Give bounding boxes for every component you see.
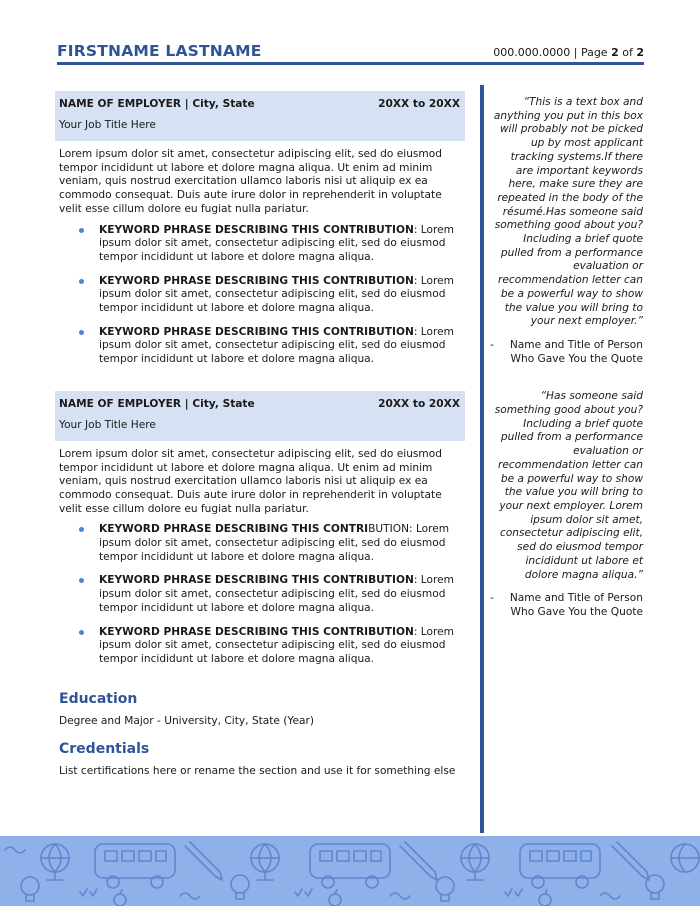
- employer-name: NAME OF EMPLOYER | City, State: [59, 98, 255, 110]
- credentials-text: List certifications here or rename the section and use it for something else: [59, 764, 456, 777]
- contribution-item: KEYWORD PHRASE DESCRIBING THIS CONTRIBUTION: Lorem ipsum dolor sit amet, consectetur adipiscing elit, sed do eiusmod tempor incididunt ut labore et dolore magna aliqua.: [99, 574, 465, 615]
- main-column: [55, 91, 465, 791]
- bus-icon: [310, 844, 390, 888]
- pencil-icon: [185, 842, 222, 880]
- quote-attribution: [490, 339, 643, 366]
- contribution-item: KEYWORD PHRASE DESCRIBING THIS CONTRIBUTION: Lorem ipsum dolor sit amet, consectetur adipiscing elit, sed do eiusmod tempor incididunt ut labore et dolore magna aliqua.: [99, 523, 465, 564]
- sidebar: [490, 96, 643, 644]
- contribution-item: KEYWORD PHRASE DESCRIBING THIS CONTRIBUTION: Lorem ipsum dolor sit amet, consectetur adipiscing elit, sed do eiusmod tempor incididunt ut labore et dolore magna aliqua.: [99, 326, 465, 367]
- job-header-band: [55, 91, 465, 141]
- job-entry-2: [55, 391, 465, 667]
- apple-icon: [539, 890, 551, 906]
- page-of: of: [622, 46, 633, 59]
- job-dates: 20XX to 20XX: [378, 397, 460, 410]
- education-text: Degree and Major - University, City, State (Year): [59, 714, 314, 727]
- globe-icon: [41, 844, 69, 880]
- contribution-item: KEYWORD PHRASE DESCRIBING THIS CONTRIBUTION: Lorem ipsum dolor sit amet, consectetur adipiscing elit, sed do eiusmod tempor incididunt ut labore et dolore magna aliqua.: [99, 626, 465, 667]
- quote-text: “Has someone said something good about you? Including a brief quote pulled from a performance evaluation or recommendation letter can be a powerful way to show the value you will bring to your next employer. Lorem ipsum dolor sit amet, consectetur adipiscing elit, sed do eiusmod tempor incididunt ut labore et dolore magna aliqua.”: [494, 390, 643, 581]
- bus-icon: [95, 844, 175, 888]
- lightbulb-icon: [21, 877, 39, 901]
- decorative-footer: [0, 836, 700, 906]
- header-rule: [57, 62, 644, 65]
- job-title: Your Job Title Here: [59, 119, 156, 131]
- candidate-name: FIRSTNAME LASTNAME: [57, 42, 262, 60]
- page-info: 000.000.0000 | Page 2 of 2: [493, 46, 644, 59]
- employer-name: NAME OF EMPLOYER | City, State: [59, 397, 255, 410]
- bus-icon: [520, 844, 600, 888]
- squiggle-icon: [180, 893, 200, 899]
- squiggle-icon: [390, 893, 410, 899]
- bullet-icon: [79, 578, 84, 583]
- squiggle-icon: [600, 893, 620, 899]
- job-dates: 20XX to 20XX: [378, 98, 460, 110]
- attribution-name: Name and Title of Person Who Gave You the Quote: [509, 592, 643, 618]
- job-description: Lorem ipsum dolor sit amet, consectetur adipiscing elit, sed do eiusmod tempor incididunt ut labore et dolore magna aliqua. Ut enim ad minim veniam, quis nostrud exercitation ullamco laboris nisi ut aliquip ex ea commodo consequat. Duis aute irure dolor in reprehenderit in voluptate velit esse cillum dolore eu fugiat nulla pariatur.: [59, 148, 442, 215]
- lightbulb-icon: [231, 875, 249, 899]
- bullet-icon: [79, 228, 84, 233]
- column-divider: [480, 85, 484, 833]
- job-header-band: [55, 391, 465, 441]
- page-current: 2: [611, 46, 619, 59]
- apple-icon: [329, 890, 341, 906]
- bullet-icon: [79, 630, 84, 635]
- lightbulb-icon: [436, 877, 454, 901]
- contribution-item: KEYWORD PHRASE DESCRIBING THIS CONTRIBUTION: Lorem ipsum dolor sit amet, consectetur adipiscing elit, sed do eiusmod tempor incididunt ut labore et dolore magna aliqua.: [99, 275, 465, 316]
- phone-number: 000.000.0000: [493, 46, 571, 59]
- check-icon: [295, 889, 312, 896]
- globe-icon: [461, 844, 489, 880]
- bullet-icon: [79, 279, 84, 284]
- attribution-dash: -: [490, 592, 494, 605]
- bullet-icon: [79, 330, 84, 335]
- check-icon: [505, 889, 522, 896]
- job-description: Lorem ipsum dolor sit amet, consectetur adipiscing elit, sed do eiusmod tempor incididunt ut labore et dolore magna aliqua. Ut enim ad minim veniam, quis nostrud exercitation ullamco laboris nisi ut aliquip ex ea commodo consequat. Duis aute irure dolor in reprehenderit in voluptate velit esse cillum dolore eu fugiat nulla pariatur.: [59, 447, 442, 515]
- quote-text: “This is a text box and anything you put in this box will probably not be picked up by most applicant tracking systems.If there are important keywords here, make sure they are repeated in the body of the résumé.Has someone said something good about you? Including a brief quote pulled from a performance evaluation or recommendation letter can be a powerful way to show the value you will bring to your next employer.”: [493, 96, 643, 328]
- attribution-name: Name and Title of Person Who Gave You the Quote: [509, 338, 643, 365]
- globe-icon: [671, 844, 699, 872]
- check-icon: [80, 889, 97, 896]
- page-label: Page: [580, 46, 608, 59]
- contribution-list: [55, 224, 465, 367]
- bullet-icon: [79, 527, 84, 532]
- pencil-icon: [612, 842, 649, 880]
- contribution-list: [55, 523, 465, 666]
- squiggle-icon: [5, 847, 25, 853]
- job-entry-1: [55, 91, 465, 367]
- apple-icon: [114, 890, 126, 906]
- credentials-heading: Credentials: [59, 740, 150, 757]
- quote-attribution: [490, 592, 643, 619]
- contribution-item: KEYWORD PHRASE DESCRIBING THIS CONTRIBUTION: Lorem ipsum dolor sit amet, consectetur adipiscing elit, sed do eiusmod tempor incididunt ut labore et dolore magna aliqua.: [99, 224, 465, 265]
- pencil-icon: [400, 842, 437, 880]
- page-total: 2: [636, 46, 644, 59]
- education-heading: Education: [59, 690, 138, 707]
- doodle-pattern: [0, 836, 700, 906]
- job-title: Your Job Title Here: [59, 418, 156, 431]
- globe-icon: [251, 844, 279, 880]
- attribution-dash: -: [490, 338, 494, 351]
